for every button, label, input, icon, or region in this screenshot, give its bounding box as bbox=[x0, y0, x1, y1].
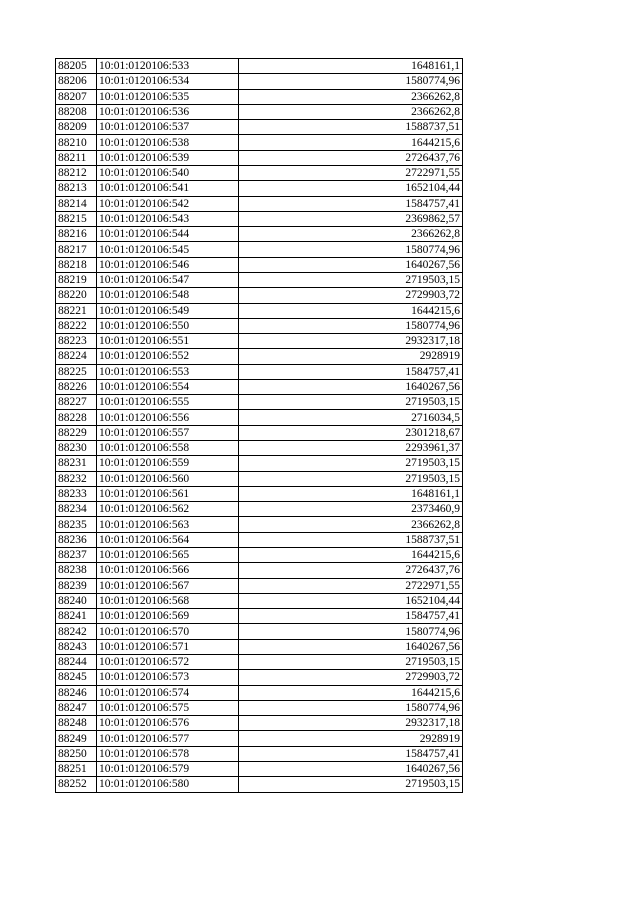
row-number-cell: 88247 bbox=[56, 700, 97, 715]
row-number-cell: 88244 bbox=[56, 654, 97, 669]
row-number-cell: 88218 bbox=[56, 257, 97, 272]
row-number-cell: 88215 bbox=[56, 211, 97, 226]
row-number-cell: 88249 bbox=[56, 731, 97, 746]
table-row bbox=[56, 593, 463, 608]
row-number-cell: 88246 bbox=[56, 685, 97, 700]
value-cell: 2293961,37 bbox=[239, 441, 463, 456]
row-number-cell: 88211 bbox=[56, 150, 97, 165]
value-cell: 1644215,6 bbox=[239, 685, 463, 700]
value-cell: 2301218,67 bbox=[239, 425, 463, 440]
cadastral-number-cell: 10:01:0120106:572 bbox=[97, 654, 239, 669]
cadastral-number-cell: 10:01:0120106:555 bbox=[97, 395, 239, 410]
row-number-cell: 88223 bbox=[56, 334, 97, 349]
table-row bbox=[56, 486, 463, 501]
row-number-cell: 88239 bbox=[56, 578, 97, 593]
value-cell: 2928919 bbox=[239, 731, 463, 746]
cadastral-number-cell: 10:01:0120106:570 bbox=[97, 624, 239, 639]
value-cell: 2729903,72 bbox=[239, 670, 463, 685]
value-cell: 2719503,15 bbox=[239, 272, 463, 287]
value-cell: 2726437,76 bbox=[239, 563, 463, 578]
value-cell: 2729903,72 bbox=[239, 288, 463, 303]
cadastral-number-cell: 10:01:0120106:553 bbox=[97, 364, 239, 379]
value-cell: 2928919 bbox=[239, 349, 463, 364]
table-row bbox=[56, 120, 463, 135]
value-cell: 1640267,56 bbox=[239, 761, 463, 776]
value-cell: 2722971,55 bbox=[239, 165, 463, 180]
row-number-cell: 88236 bbox=[56, 532, 97, 547]
row-number-cell: 88206 bbox=[56, 74, 97, 89]
value-cell: 1648161,1 bbox=[239, 486, 463, 501]
table-row bbox=[56, 104, 463, 119]
value-cell: 1580774,96 bbox=[239, 74, 463, 89]
cadastral-number-cell: 10:01:0120106:563 bbox=[97, 517, 239, 532]
row-number-cell: 88226 bbox=[56, 379, 97, 394]
row-number-cell: 88225 bbox=[56, 364, 97, 379]
row-number-cell: 88233 bbox=[56, 486, 97, 501]
cadastral-number-cell: 10:01:0120106:576 bbox=[97, 716, 239, 731]
table-row bbox=[56, 196, 463, 211]
row-number-cell: 88224 bbox=[56, 349, 97, 364]
cadastral-number-cell: 10:01:0120106:562 bbox=[97, 502, 239, 517]
cadastral-number-cell: 10:01:0120106:569 bbox=[97, 609, 239, 624]
value-cell: 1648161,1 bbox=[239, 59, 463, 74]
value-cell: 1584757,41 bbox=[239, 609, 463, 624]
table-row bbox=[56, 609, 463, 624]
cadastral-number-cell: 10:01:0120106:568 bbox=[97, 593, 239, 608]
row-number-cell: 88216 bbox=[56, 227, 97, 242]
value-cell: 1588737,51 bbox=[239, 120, 463, 135]
row-number-cell: 88241 bbox=[56, 609, 97, 624]
value-cell: 2369862,57 bbox=[239, 211, 463, 226]
data-table bbox=[55, 58, 463, 793]
cadastral-number-cell: 10:01:0120106:566 bbox=[97, 563, 239, 578]
cadastral-number-cell: 10:01:0120106:537 bbox=[97, 120, 239, 135]
table-row bbox=[56, 624, 463, 639]
value-cell: 1644215,6 bbox=[239, 303, 463, 318]
row-number-cell: 88243 bbox=[56, 639, 97, 654]
row-number-cell: 88208 bbox=[56, 104, 97, 119]
table-row bbox=[56, 410, 463, 425]
table-row bbox=[56, 288, 463, 303]
table-row bbox=[56, 685, 463, 700]
table-row bbox=[56, 257, 463, 272]
table-row bbox=[56, 165, 463, 180]
table-row bbox=[56, 548, 463, 563]
row-number-cell: 88214 bbox=[56, 196, 97, 211]
cadastral-number-cell: 10:01:0120106:559 bbox=[97, 456, 239, 471]
row-number-cell: 88205 bbox=[56, 59, 97, 74]
cadastral-number-cell: 10:01:0120106:534 bbox=[97, 74, 239, 89]
table-row bbox=[56, 425, 463, 440]
cadastral-number-cell: 10:01:0120106:539 bbox=[97, 150, 239, 165]
row-number-cell: 88252 bbox=[56, 777, 97, 792]
value-cell: 2719503,15 bbox=[239, 456, 463, 471]
table-row bbox=[56, 532, 463, 547]
cadastral-number-cell: 10:01:0120106:546 bbox=[97, 257, 239, 272]
value-cell: 1588737,51 bbox=[239, 532, 463, 547]
value-cell: 2719503,15 bbox=[239, 395, 463, 410]
row-number-cell: 88245 bbox=[56, 670, 97, 685]
cadastral-number-cell: 10:01:0120106:578 bbox=[97, 746, 239, 761]
row-number-cell: 88230 bbox=[56, 441, 97, 456]
value-cell: 2719503,15 bbox=[239, 654, 463, 669]
value-cell: 2716034,5 bbox=[239, 410, 463, 425]
row-number-cell: 88222 bbox=[56, 318, 97, 333]
cadastral-number-cell: 10:01:0120106:542 bbox=[97, 196, 239, 211]
cadastral-number-cell: 10:01:0120106:551 bbox=[97, 334, 239, 349]
table-row bbox=[56, 502, 463, 517]
table-row bbox=[56, 654, 463, 669]
value-cell: 1640267,56 bbox=[239, 379, 463, 394]
row-number-cell: 88238 bbox=[56, 563, 97, 578]
row-number-cell: 88213 bbox=[56, 181, 97, 196]
table-row bbox=[56, 746, 463, 761]
row-number-cell: 88217 bbox=[56, 242, 97, 257]
cadastral-number-cell: 10:01:0120106:543 bbox=[97, 211, 239, 226]
row-number-cell: 88227 bbox=[56, 395, 97, 410]
value-cell: 1584757,41 bbox=[239, 196, 463, 211]
cadastral-number-cell: 10:01:0120106:575 bbox=[97, 700, 239, 715]
cadastral-number-cell: 10:01:0120106:545 bbox=[97, 242, 239, 257]
table-row bbox=[56, 227, 463, 242]
row-number-cell: 88231 bbox=[56, 456, 97, 471]
table-row bbox=[56, 471, 463, 486]
value-cell: 2366262,8 bbox=[239, 89, 463, 104]
value-cell: 2366262,8 bbox=[239, 517, 463, 532]
table-row bbox=[56, 334, 463, 349]
value-cell: 2719503,15 bbox=[239, 471, 463, 486]
table-row bbox=[56, 318, 463, 333]
row-number-cell: 88209 bbox=[56, 120, 97, 135]
table-row bbox=[56, 456, 463, 471]
row-number-cell: 88210 bbox=[56, 135, 97, 150]
cadastral-number-cell: 10:01:0120106:538 bbox=[97, 135, 239, 150]
table-row bbox=[56, 211, 463, 226]
cadastral-number-cell: 10:01:0120106:579 bbox=[97, 761, 239, 776]
row-number-cell: 88234 bbox=[56, 502, 97, 517]
cadastral-number-cell: 10:01:0120106:552 bbox=[97, 349, 239, 364]
value-cell: 1652104,44 bbox=[239, 181, 463, 196]
cadastral-number-cell: 10:01:0120106:550 bbox=[97, 318, 239, 333]
row-number-cell: 88235 bbox=[56, 517, 97, 532]
row-number-cell: 88232 bbox=[56, 471, 97, 486]
table-row bbox=[56, 716, 463, 731]
row-number-cell: 88207 bbox=[56, 89, 97, 104]
value-cell: 2932317,18 bbox=[239, 334, 463, 349]
cadastral-number-cell: 10:01:0120106:560 bbox=[97, 471, 239, 486]
cadastral-number-cell: 10:01:0120106:549 bbox=[97, 303, 239, 318]
table-body bbox=[56, 59, 463, 793]
cadastral-number-cell: 10:01:0120106:556 bbox=[97, 410, 239, 425]
cadastral-number-cell: 10:01:0120106:564 bbox=[97, 532, 239, 547]
table-row bbox=[56, 441, 463, 456]
row-number-cell: 88219 bbox=[56, 272, 97, 287]
table-row bbox=[56, 395, 463, 410]
value-cell: 1640267,56 bbox=[239, 639, 463, 654]
table-row bbox=[56, 59, 463, 74]
cadastral-number-cell: 10:01:0120106:574 bbox=[97, 685, 239, 700]
value-cell: 2366262,8 bbox=[239, 104, 463, 119]
value-cell: 2722971,55 bbox=[239, 578, 463, 593]
value-cell: 2932317,18 bbox=[239, 716, 463, 731]
value-cell: 1580774,96 bbox=[239, 624, 463, 639]
cadastral-number-cell: 10:01:0120106:567 bbox=[97, 578, 239, 593]
table-row bbox=[56, 181, 463, 196]
value-cell: 1584757,41 bbox=[239, 364, 463, 379]
table-row bbox=[56, 517, 463, 532]
value-cell: 2726437,76 bbox=[239, 150, 463, 165]
table-row bbox=[56, 563, 463, 578]
value-cell: 1644215,6 bbox=[239, 135, 463, 150]
cadastral-number-cell: 10:01:0120106:541 bbox=[97, 181, 239, 196]
value-cell: 1652104,44 bbox=[239, 593, 463, 608]
value-cell: 2373460,9 bbox=[239, 502, 463, 517]
cadastral-number-cell: 10:01:0120106:540 bbox=[97, 165, 239, 180]
cadastral-number-cell: 10:01:0120106:573 bbox=[97, 670, 239, 685]
cadastral-number-cell: 10:01:0120106:571 bbox=[97, 639, 239, 654]
cadastral-number-cell: 10:01:0120106:557 bbox=[97, 425, 239, 440]
cadastral-number-cell: 10:01:0120106:533 bbox=[97, 59, 239, 74]
table-row bbox=[56, 303, 463, 318]
table-row bbox=[56, 272, 463, 287]
row-number-cell: 88237 bbox=[56, 548, 97, 563]
value-cell: 1580774,96 bbox=[239, 242, 463, 257]
value-cell: 2366262,8 bbox=[239, 227, 463, 242]
table-row bbox=[56, 670, 463, 685]
value-cell: 1584757,41 bbox=[239, 746, 463, 761]
table-row bbox=[56, 150, 463, 165]
cadastral-number-cell: 10:01:0120106:558 bbox=[97, 441, 239, 456]
table-row bbox=[56, 135, 463, 150]
value-cell: 1644215,6 bbox=[239, 548, 463, 563]
row-number-cell: 88212 bbox=[56, 165, 97, 180]
cadastral-number-cell: 10:01:0120106:577 bbox=[97, 731, 239, 746]
table-row bbox=[56, 761, 463, 776]
row-number-cell: 88228 bbox=[56, 410, 97, 425]
cadastral-number-cell: 10:01:0120106:536 bbox=[97, 104, 239, 119]
cadastral-number-cell: 10:01:0120106:565 bbox=[97, 548, 239, 563]
table-row bbox=[56, 700, 463, 715]
cadastral-number-cell: 10:01:0120106:580 bbox=[97, 777, 239, 792]
value-cell: 2719503,15 bbox=[239, 777, 463, 792]
table-row bbox=[56, 364, 463, 379]
value-cell: 1640267,56 bbox=[239, 257, 463, 272]
table-row bbox=[56, 731, 463, 746]
cadastral-number-cell: 10:01:0120106:544 bbox=[97, 227, 239, 242]
table-row bbox=[56, 349, 463, 364]
row-number-cell: 88250 bbox=[56, 746, 97, 761]
table-row bbox=[56, 242, 463, 257]
table-row bbox=[56, 578, 463, 593]
cadastral-number-cell: 10:01:0120106:547 bbox=[97, 272, 239, 287]
row-number-cell: 88221 bbox=[56, 303, 97, 318]
table-row bbox=[56, 74, 463, 89]
cadastral-number-cell: 10:01:0120106:554 bbox=[97, 379, 239, 394]
cadastral-number-cell: 10:01:0120106:535 bbox=[97, 89, 239, 104]
table-row bbox=[56, 777, 463, 792]
row-number-cell: 88220 bbox=[56, 288, 97, 303]
row-number-cell: 88248 bbox=[56, 716, 97, 731]
row-number-cell: 88242 bbox=[56, 624, 97, 639]
value-cell: 1580774,96 bbox=[239, 318, 463, 333]
row-number-cell: 88240 bbox=[56, 593, 97, 608]
table-row bbox=[56, 639, 463, 654]
cadastral-number-cell: 10:01:0120106:561 bbox=[97, 486, 239, 501]
table-row bbox=[56, 89, 463, 104]
table-row bbox=[56, 379, 463, 394]
cadastral-number-cell: 10:01:0120106:548 bbox=[97, 288, 239, 303]
value-cell: 1580774,96 bbox=[239, 700, 463, 715]
row-number-cell: 88229 bbox=[56, 425, 97, 440]
row-number-cell: 88251 bbox=[56, 761, 97, 776]
